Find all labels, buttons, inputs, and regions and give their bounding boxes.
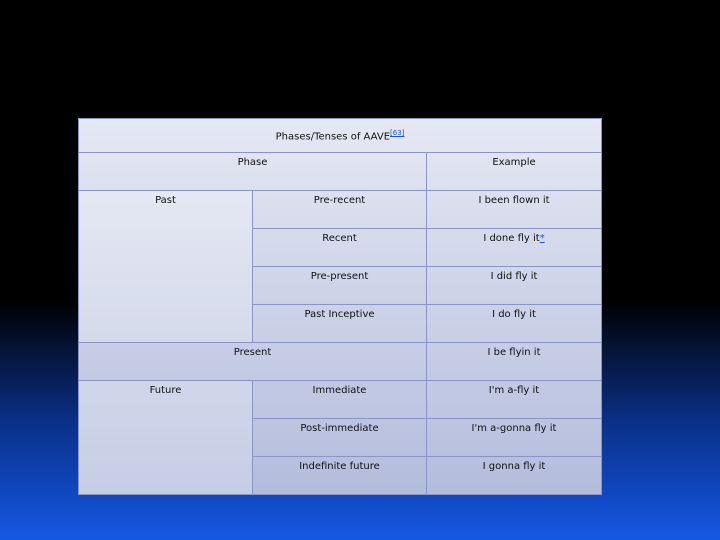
phase-cell-present: Present (79, 343, 427, 381)
phase-cell: Recent (253, 229, 427, 267)
group-past: Past (79, 191, 253, 343)
header-example: Example (427, 153, 602, 191)
table-caption (79, 119, 602, 153)
table-row (79, 343, 602, 381)
table-header-row (79, 153, 602, 191)
phase-cell: Post-immediate (253, 419, 427, 457)
caption-citation-link[interactable]: [63] (390, 128, 405, 137)
example-cell: I be flyin it (427, 343, 602, 381)
example-cell: I did fly it (427, 267, 602, 305)
table-row (79, 191, 602, 229)
table-row (79, 381, 602, 419)
footnote-link[interactable]: * (539, 233, 545, 244)
caption-text: Phases/Tenses of AAVE (275, 131, 391, 143)
example-cell (427, 229, 602, 267)
example-cell: I'm a-gonna fly it (427, 419, 602, 457)
aave-phases-table (78, 118, 602, 495)
header-phase: Phase (79, 153, 427, 191)
example-cell: I gonna fly it (427, 457, 602, 495)
example-cell: I'm a-fly it (427, 381, 602, 419)
phase-cell: Indefinite future (253, 457, 427, 495)
example-cell: I do fly it (427, 305, 602, 343)
example-text: I done fly it (483, 233, 540, 244)
phase-cell: Pre-present (253, 267, 427, 305)
table-caption-row (79, 119, 602, 153)
phase-cell: Pre-recent (253, 191, 427, 229)
group-future: Future (79, 381, 253, 495)
example-cell: I been flown it (427, 191, 602, 229)
phase-cell: Past Inceptive (253, 305, 427, 343)
phase-cell: Immediate (253, 381, 427, 419)
